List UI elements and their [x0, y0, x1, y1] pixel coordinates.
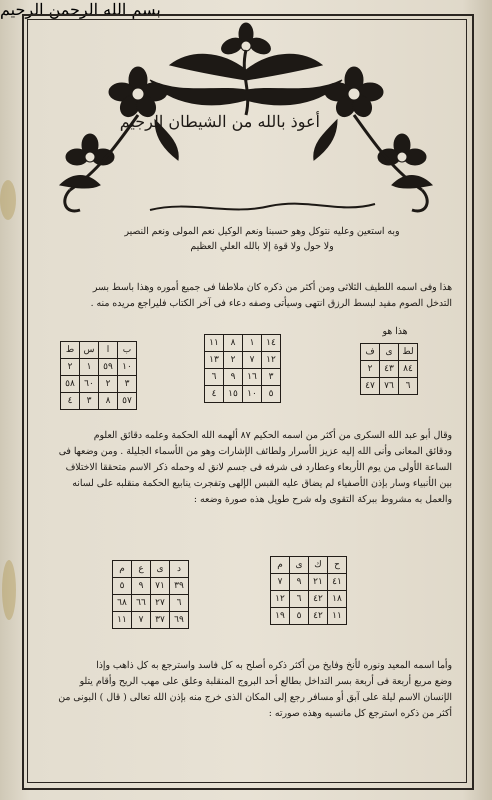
table-cell: ١٢: [262, 352, 281, 369]
table-cell: ٩: [290, 574, 309, 591]
table-cell: ب: [118, 342, 137, 359]
paragraph-line: وقال أبو عبد الله السكرى من أكثر من اسمه الحكيم ٨٧ ألهمه الله الحكمة وعلمه دقائق العلوم: [93, 430, 452, 441]
table-row: [361, 378, 418, 395]
table-cell: ٢: [99, 376, 118, 393]
paper-stain: [2, 560, 16, 620]
table-cell: م: [113, 561, 132, 578]
table-cell: ٦: [290, 591, 309, 608]
table-cell: د: [170, 561, 189, 578]
table-cell: ١٠: [243, 386, 262, 403]
intro-line: ولا حول ولا قوة إلا بالله العلي العظيم: [190, 241, 334, 252]
magic-square-bottom-right: [270, 556, 347, 625]
table-row: [61, 342, 137, 359]
table-cell: ٨: [224, 335, 243, 352]
table-row: [113, 578, 189, 595]
paragraph-line: أكثر من ذكره استرجع كل مانسيه وهذه صورته :: [268, 708, 452, 719]
table-row: [271, 557, 347, 574]
table-cell: ٥٨: [61, 376, 80, 393]
table-cell: ١٢: [271, 591, 290, 608]
table-cell: ٣٩: [170, 578, 189, 595]
table-cell: ١٩: [271, 608, 290, 625]
table-row: [205, 369, 281, 386]
table-cell: ٣٧: [151, 612, 170, 629]
table-cell: ١١: [113, 612, 132, 629]
paper-stain: [0, 180, 16, 220]
table-cell: لط: [399, 344, 418, 361]
table-cell: ا: [99, 342, 118, 359]
table-row: [61, 359, 137, 376]
table-cell: ٦: [399, 378, 418, 395]
table-cell: ١: [80, 359, 99, 376]
table-cell: ف: [361, 344, 380, 361]
table-cell: ١١: [328, 608, 347, 625]
table-cell: ١٦: [243, 369, 262, 386]
table-cell: ١: [243, 335, 262, 352]
table-cell: ٥: [113, 578, 132, 595]
table-cell: ٩: [132, 578, 151, 595]
table-row: [271, 608, 347, 625]
table-cell: ٣: [262, 369, 281, 386]
table-row: [61, 393, 137, 410]
table-cell: ١٣: [205, 352, 224, 369]
magic-square-top-right: [360, 343, 418, 395]
table-cell: ٧٦: [380, 378, 399, 395]
table-cell: ٦٩: [170, 612, 189, 629]
table-cell: ٤٧: [361, 378, 380, 395]
table-cell: ٧: [132, 612, 151, 629]
table-cell: ٩: [224, 369, 243, 386]
table-cell: ع: [132, 561, 151, 578]
paragraph-line: ودقائق المعانى وأنى الله إليه عزيز الأسرار ولطائف الإشارات وهو من الأسماء الجليلة . ومن وضعها فى: [58, 446, 452, 457]
table-cell: ٢٧: [151, 595, 170, 612]
table-cell: ٤: [61, 393, 80, 410]
table-cell: ٤١: [328, 574, 347, 591]
table-cell: ٧: [271, 574, 290, 591]
table-cell: ٤: [205, 386, 224, 403]
table-row: [205, 335, 281, 352]
paragraph-line: الساعة الأولى من يوم الأربعاء وعطارد فى شرفه فى جسم لانق له وحمله ذكر الاسم متحققا الاختلاف: [65, 462, 452, 473]
table-cell: م: [271, 557, 290, 574]
taawwudh: أعوذ بالله من الشيطان الرجيم: [119, 112, 320, 131]
table-cell: ١٠: [118, 359, 137, 376]
table-cell: ى: [151, 561, 170, 578]
paragraph-line: هذا وفى اسمه اللطيف الثلاثى ومن أكثر من ذكره كان ملاطفا فى جميع أموره وهذا باسط بسر: [92, 282, 452, 293]
table-row: [205, 386, 281, 403]
paragraph-line: بين الأنبياء وسار بإذن الأصفياء لم يضاق عليه القبس الإلهى وتفجرت ينابيع الحكمة منقلبه على لسانه: [72, 478, 452, 489]
table-cell: ١٥: [224, 386, 243, 403]
paragraph-line: والعمل به مشروط ببركة التقوى وله شرح طويل هذه صورة وضعه :: [193, 494, 452, 505]
table-cell: ٣: [80, 393, 99, 410]
table-cell: ٦٠: [80, 376, 99, 393]
table-cell: ٣: [118, 376, 137, 393]
table-cell: ط: [61, 342, 80, 359]
table-row: [113, 612, 189, 629]
magic-square-bottom-left: [112, 560, 189, 629]
table-cell: ٥: [262, 386, 281, 403]
table-cell: ٨: [99, 393, 118, 410]
table-cell: ٧: [243, 352, 262, 369]
paragraph-line: الإنسان الاسم ليلة على آبق أو مسافر رجع إلى المكان الذى خرج منه بإذن الله تعالى ( قال ) البونى من: [58, 692, 452, 703]
table-cell: ٢١: [309, 574, 328, 591]
table-cell: ١١: [205, 335, 224, 352]
table-cell: ى: [290, 557, 309, 574]
table-row: [61, 376, 137, 393]
table-cell: ٢: [224, 352, 243, 369]
table-cell: ٢: [61, 359, 80, 376]
table-cell: ى: [380, 344, 399, 361]
paragraph-line: التدخل الصوم مفيد لبسط الرزق انتهى وسيأتى وصفه دعاء فى آخر الكتاب فليراجع مريده منه .: [90, 298, 452, 309]
table-cell: ١٤: [262, 335, 281, 352]
magic-square-top-left: [60, 341, 137, 410]
paragraph-line: وأما اسمه المعيد ونوره لأنخ وفايخ من أكثر ذكره أصلح به كل فاسد واسترجع به كل ذاهب وإذا: [96, 660, 452, 671]
table-row: [113, 595, 189, 612]
table-cell: ٤٢: [309, 608, 328, 625]
table-row: [361, 344, 418, 361]
table-row: [361, 361, 418, 378]
basmala-heading: بسم الله الرحمن الرحيم: [0, 0, 161, 19]
magic-square-top-middle: [204, 334, 281, 403]
table-row: [205, 352, 281, 369]
table-cell: ١٨: [328, 591, 347, 608]
table-row: [113, 561, 189, 578]
table-cell: ٥٩: [99, 359, 118, 376]
table-row: [271, 574, 347, 591]
table-cell: ٢: [361, 361, 380, 378]
table-cell: ٦٦: [132, 595, 151, 612]
table-cell: ٧١: [151, 578, 170, 595]
label-hatha: هذا هو: [382, 326, 408, 337]
table-row: [271, 591, 347, 608]
table-cell: ٨٤: [399, 361, 418, 378]
intro-line: وبه استعين وعليه نتوكل وهو حسبنا ونعم الوكيل نعم المولى ونعم النصير: [124, 226, 400, 237]
table-cell: ٦: [170, 595, 189, 612]
table-cell: ٦: [205, 369, 224, 386]
table-cell: ٤٢: [309, 591, 328, 608]
table-cell: ك: [309, 557, 328, 574]
table-cell: س: [80, 342, 99, 359]
paragraph-line: وضع مربع أربعة فى أربعة بسر التداخل بطالع أحد البروج المنقلبة وعلق على مهب الريح وأقام يتلو: [79, 676, 452, 687]
table-cell: ٥٧: [118, 393, 137, 410]
table-cell: ح: [328, 557, 347, 574]
table-cell: ٤٣: [380, 361, 399, 378]
table-cell: ٥: [290, 608, 309, 625]
table-cell: ٦٨: [113, 595, 132, 612]
